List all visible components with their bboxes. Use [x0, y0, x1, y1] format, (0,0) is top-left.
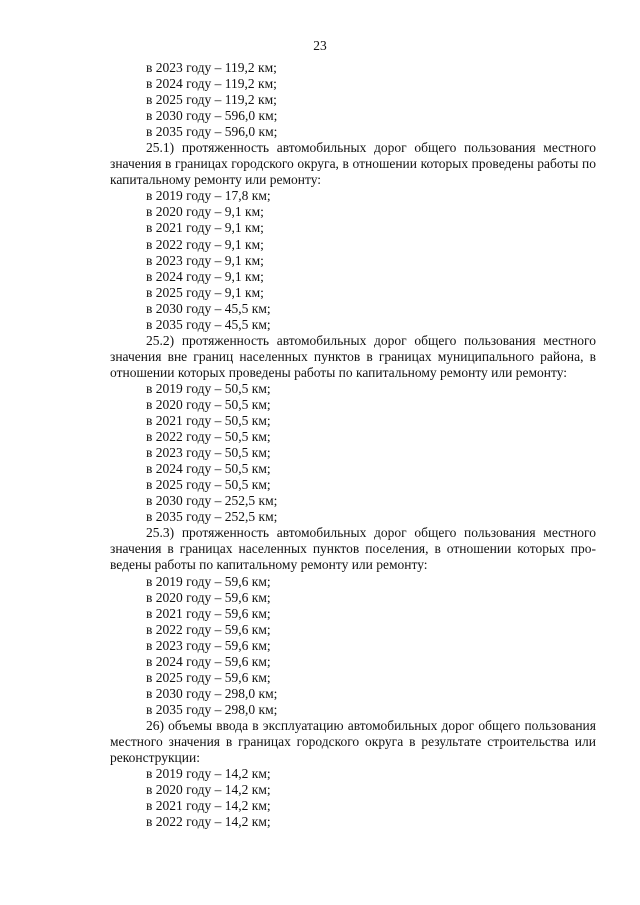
list-item: в 2030 году – 596,0 км; — [146, 108, 278, 124]
list-item: в 2035 году – 45,5 км; — [146, 316, 271, 332]
list-item: в 2022 году – 9,1 км; — [146, 236, 264, 252]
list-item: в 2030 году – 252,5 км; — [146, 493, 278, 509]
list-item: в 2019 году – 50,5 км; — [146, 380, 271, 396]
list-item: в 2021 году – 59,6 км; — [146, 605, 271, 621]
list-item: в 2020 году – 59,6 км; — [146, 589, 271, 605]
list-item: в 2021 году – 14,2 км; — [146, 798, 271, 814]
list-item: в 2023 году – 59,6 км; — [146, 637, 271, 653]
paragraph-26: 26) объемы ввода в эксплуатацию автомобильных дорог общего пользования местного значения в границах городского округа в результате строительства или реконструкции: — [110, 717, 596, 766]
list-item: в 2022 году – 50,5 км; — [146, 429, 271, 445]
document-body — [110, 60, 596, 830]
paragraph-25-3: 25.3) протяженность автомобильных дорог общего пользования местного значения в границах населенных пунктов поселения, в отношении которых проведены работы по капитальному ремонту или ремонту: — [110, 525, 596, 573]
list-item: в 2023 году – 50,5 км; — [146, 445, 271, 461]
paragraph-25-1: 25.1) протяженность автомобильных дорог общего пользования местного значения в границах городского округа, в отношении которых проведены работы по капитальному ремонту или ремонту: — [110, 140, 596, 188]
list-item: в 2023 году – 9,1 км; — [146, 252, 264, 268]
list-item: в 2022 году – 59,6 км; — [146, 621, 271, 637]
page-number: 23 — [313, 38, 327, 53]
list-item: в 2030 году – 298,0 км; — [146, 685, 278, 701]
list-item: в 2035 году – 298,0 км; — [146, 701, 278, 717]
list-item: в 2035 году – 252,5 км; — [146, 509, 278, 525]
list-item: в 2024 году – 9,1 км; — [146, 268, 264, 284]
list-item: в 2019 году – 14,2 км; — [146, 766, 271, 782]
list-item: в 2025 году – 119,2 км; — [146, 92, 277, 108]
list-item: в 2023 году – 119,2 км; — [146, 60, 277, 75]
list-item: в 2020 году – 9,1 км; — [146, 204, 264, 220]
list-item: в 2024 году – 119,2 км; — [146, 76, 277, 92]
list-item: в 2024 году – 59,6 км; — [146, 653, 271, 669]
list-item: в 2020 году – 50,5 км; — [146, 396, 271, 412]
list-item: в 2022 году – 14,2 км; — [146, 814, 271, 830]
list-item: в 2035 году – 596,0 км; — [146, 124, 278, 140]
list-item: в 2020 году – 14,2 км; — [146, 782, 271, 798]
list-item: в 2030 году – 45,5 км; — [146, 300, 271, 316]
list-item: в 2019 году – 17,8 км; — [146, 188, 271, 204]
list-item: в 2021 году – 9,1 км; — [146, 220, 264, 236]
list-item: в 2025 году – 59,6 км; — [146, 669, 271, 685]
list-item: в 2021 году – 50,5 км; — [146, 413, 271, 429]
list-item: в 2019 году – 59,6 км; — [146, 573, 271, 589]
paragraph-25-2: 25.2) протяженность автомобильных дорог общего пользования местного значения вне границ населенных пунктов в границах муниципального района, в отношении которых проведены работы по капитальному ремонту или ремонту: — [110, 332, 596, 380]
list-item: в 2024 году – 50,5 км; — [146, 461, 271, 477]
list-item: в 2025 году – 50,5 км; — [146, 477, 271, 493]
list-item: в 2025 году – 9,1 км; — [146, 284, 264, 300]
